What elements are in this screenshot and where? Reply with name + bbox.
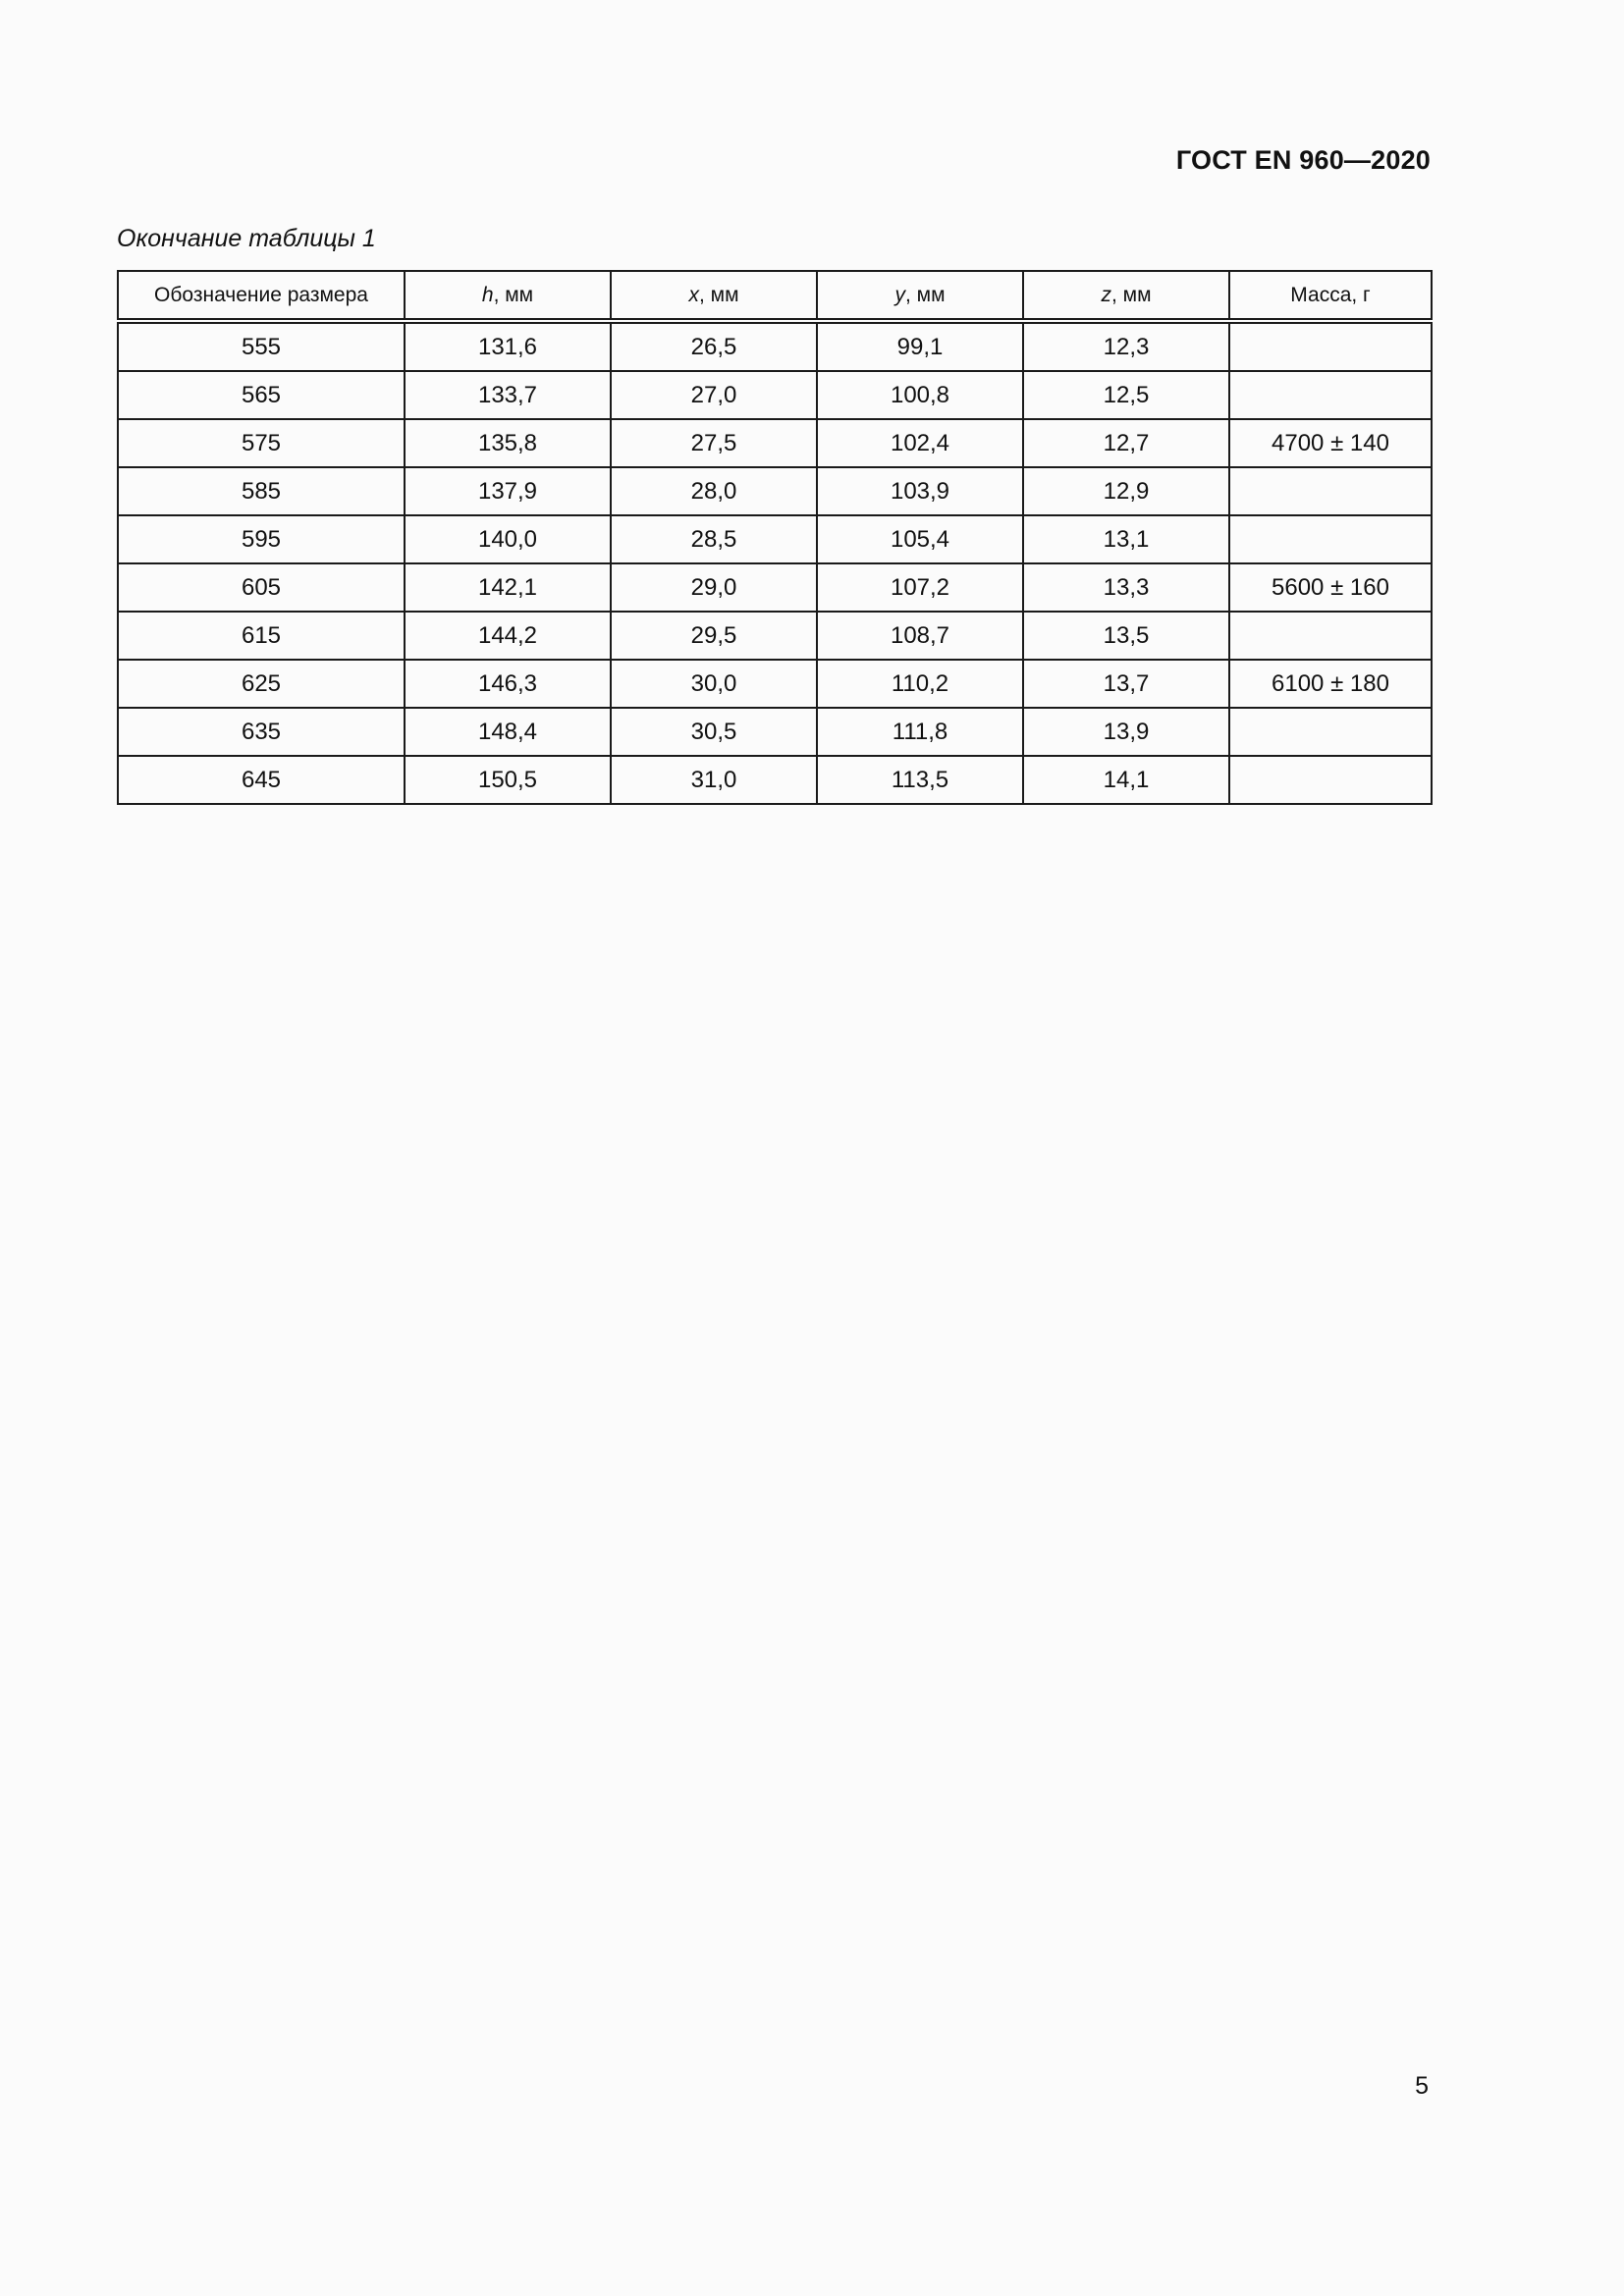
table-cell: 555 — [118, 321, 405, 371]
table-cell: 12,9 — [1023, 467, 1229, 515]
table-cell: 148,4 — [405, 708, 611, 756]
table-cell: 30,0 — [611, 660, 817, 708]
column-header-label: , мм — [904, 283, 946, 306]
table-cell — [1229, 612, 1432, 660]
table-row — [118, 563, 1432, 612]
table-cell: 27,0 — [611, 371, 817, 419]
table-cell: 144,2 — [405, 612, 611, 660]
table-row — [118, 660, 1432, 708]
table-cell: 635 — [118, 708, 405, 756]
table-cell: 28,5 — [611, 515, 817, 563]
table-row — [118, 371, 1432, 419]
table-cell: 605 — [118, 563, 405, 612]
document-header: ГОСТ EN 960—2020 — [1175, 145, 1431, 175]
column-header-label: , мм — [493, 283, 534, 306]
column-header-size — [118, 271, 405, 321]
table-cell: 99,1 — [817, 321, 1023, 371]
table-cell: 140,0 — [405, 515, 611, 563]
column-header-label: , мм — [1110, 283, 1152, 306]
table-cell: 131,6 — [405, 321, 611, 371]
column-header-y — [817, 271, 1023, 321]
table-cell: 13,9 — [1023, 708, 1229, 756]
table-cell: 150,5 — [405, 756, 611, 804]
table-cell: 5600 ± 160 — [1229, 563, 1432, 612]
table-cell — [1229, 321, 1432, 371]
table-row — [118, 708, 1432, 756]
table-cell: 12,3 — [1023, 321, 1229, 371]
table-cell: 28,0 — [611, 467, 817, 515]
table-cell: 12,5 — [1023, 371, 1229, 419]
table-cell: 111,8 — [817, 708, 1023, 756]
table-row — [118, 612, 1432, 660]
table-cell: 146,3 — [405, 660, 611, 708]
table-cell — [1229, 467, 1432, 515]
table-cell: 645 — [118, 756, 405, 804]
table-cell: 26,5 — [611, 321, 817, 371]
table-cell: 135,8 — [405, 419, 611, 467]
table-cell: 625 — [118, 660, 405, 708]
table-cell — [1229, 708, 1432, 756]
page-number: 5 — [1415, 2072, 1429, 2100]
table-cell: 105,4 — [817, 515, 1023, 563]
table-row — [118, 321, 1432, 371]
table-cell: 12,7 — [1023, 419, 1229, 467]
table-cell: 29,0 — [611, 563, 817, 612]
table-cell — [1229, 756, 1432, 804]
table-cell: 102,4 — [817, 419, 1023, 467]
table-cell: 108,7 — [817, 612, 1023, 660]
table-cell: 113,5 — [817, 756, 1023, 804]
table-row — [118, 756, 1432, 804]
column-header-label: Масса, г — [1290, 283, 1371, 306]
table-cell: 142,1 — [405, 563, 611, 612]
table-cell: 13,3 — [1023, 563, 1229, 612]
column-header-symbol: x — [688, 283, 699, 306]
column-header-x — [611, 271, 817, 321]
table-cell: 615 — [118, 612, 405, 660]
column-header-symbol: h — [481, 283, 494, 306]
table-cell: 14,1 — [1023, 756, 1229, 804]
table-caption: Окончание таблицы 1 — [117, 225, 376, 252]
table-cell: 575 — [118, 419, 405, 467]
column-header-z — [1023, 271, 1229, 321]
column-header-symbol: z — [1101, 283, 1111, 306]
table-cell: 6100 ± 180 — [1229, 660, 1432, 708]
table-cell: 595 — [118, 515, 405, 563]
table-cell: 13,1 — [1023, 515, 1229, 563]
size-table — [117, 270, 1433, 805]
table-cell: 133,7 — [405, 371, 611, 419]
table-cell: 137,9 — [405, 467, 611, 515]
table-cell: 13,7 — [1023, 660, 1229, 708]
table-cell: 103,9 — [817, 467, 1023, 515]
table-body — [118, 321, 1432, 804]
table-row — [118, 515, 1432, 563]
table-cell: 100,8 — [817, 371, 1023, 419]
column-header-label: , мм — [698, 283, 739, 306]
table-cell: 585 — [118, 467, 405, 515]
table-cell: 4700 ± 140 — [1229, 419, 1432, 467]
table-cell: 29,5 — [611, 612, 817, 660]
column-header-label: Обозначение размера — [154, 283, 368, 306]
column-header-mass — [1229, 271, 1432, 321]
column-header-h — [405, 271, 611, 321]
table-cell — [1229, 371, 1432, 419]
table-cell: 565 — [118, 371, 405, 419]
table-header-row — [118, 271, 1432, 321]
table-row — [118, 419, 1432, 467]
table-row — [118, 467, 1432, 515]
table-cell: 110,2 — [817, 660, 1023, 708]
table-cell: 30,5 — [611, 708, 817, 756]
table-cell — [1229, 515, 1432, 563]
table-cell: 31,0 — [611, 756, 817, 804]
table-cell: 107,2 — [817, 563, 1023, 612]
table-cell: 13,5 — [1023, 612, 1229, 660]
table-cell: 27,5 — [611, 419, 817, 467]
column-header-symbol: y — [894, 283, 905, 306]
